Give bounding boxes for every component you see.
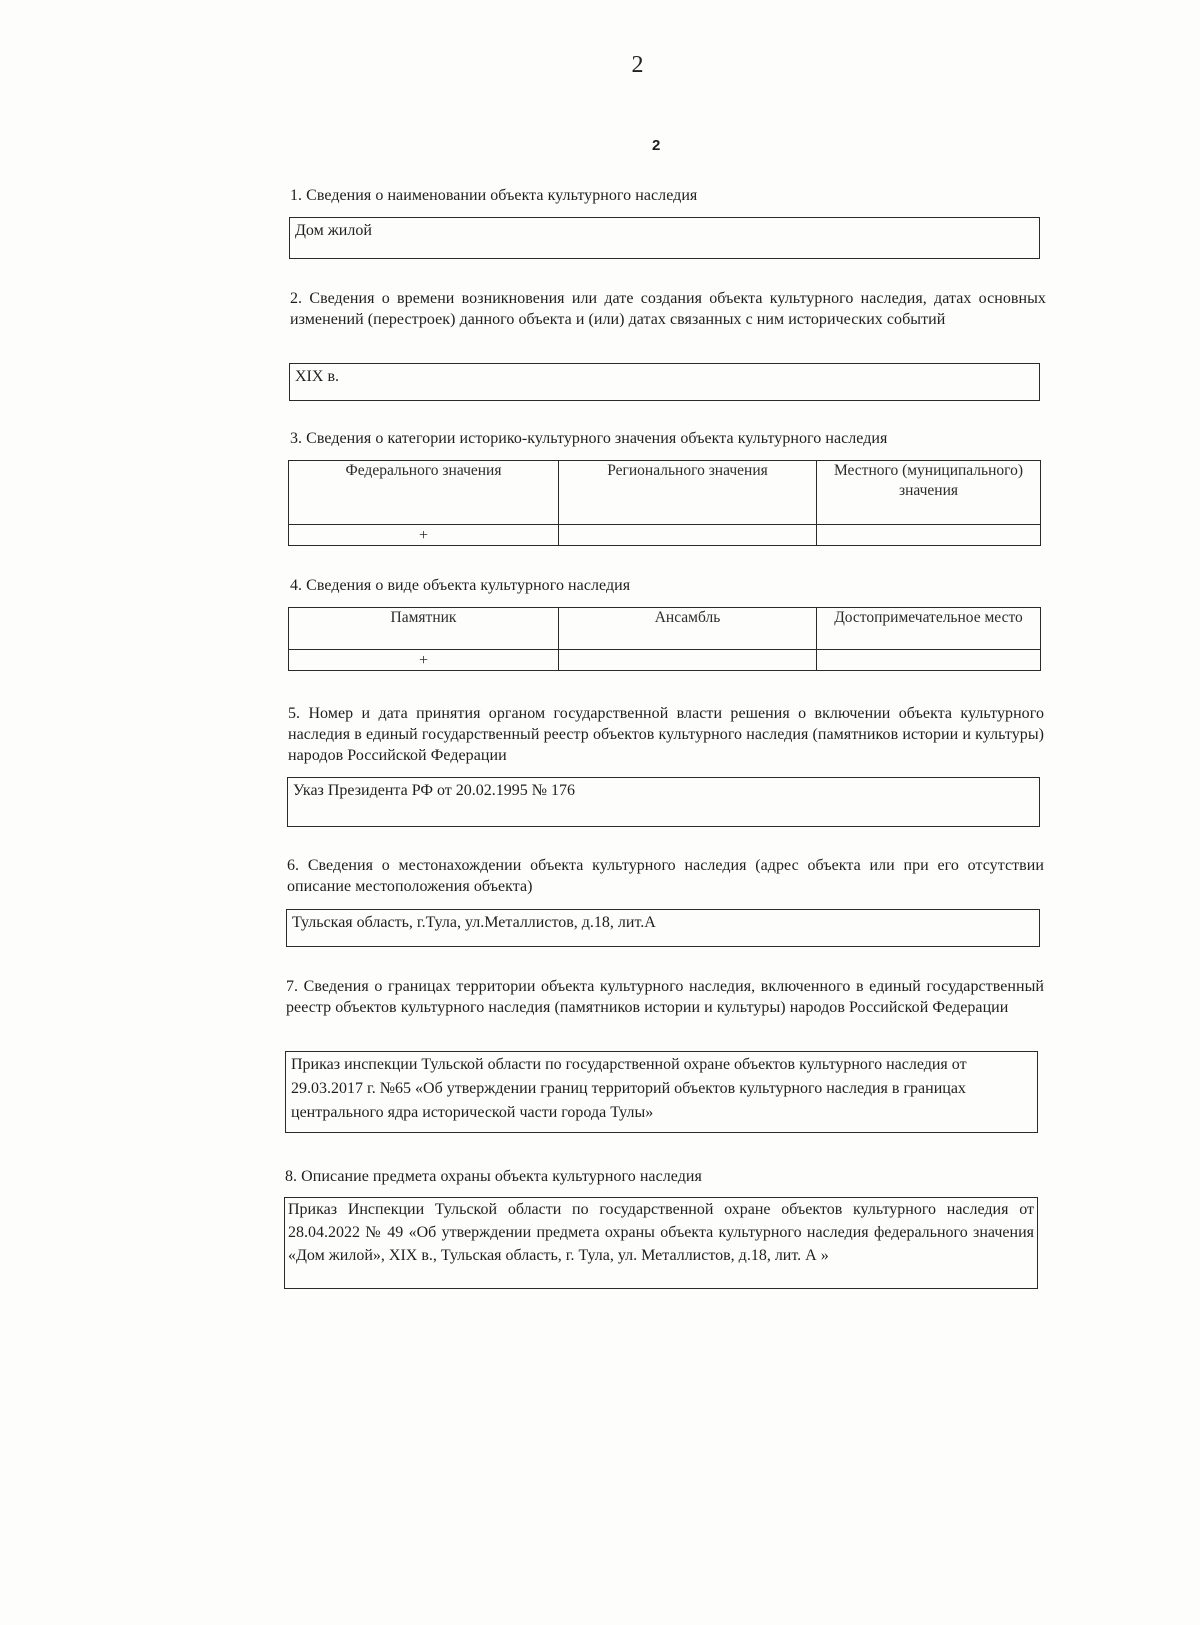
type-ensemble-header: Ансамбль: [559, 608, 817, 650]
section-2-title: 2. Сведения о времени возникновения или дате создания объекта культурного наследия, датах основных изменений (перестроек) данного объекта и (или) датах связанных с ним исторических событий: [290, 290, 1046, 328]
type-landmark-mark: [817, 650, 1041, 671]
sheet-number: 2: [652, 137, 661, 154]
category-local-header: Местного (муниципального) значения: [817, 461, 1041, 525]
section-6-title: 6. Сведения о местонахождении объекта культурного наследия (адрес объекта или при его отсутствии описание местоположения объекта): [287, 857, 1044, 895]
category-regional-mark: [559, 525, 817, 546]
category-local-mark: [817, 525, 1041, 546]
section-3-title: 3. Сведения о категории историко-культурного значения объекта культурного наследия: [290, 430, 888, 447]
section-8-value: Приказ Инспекции Тульской области по государственной охране объектов культурного наследия от 28.04.2022 № 49 «Об утверждении предмета охраны объекта культурного наследия федерального значения «Дом жилой», XIX в., Тульская область, г. Тула, ул. Металлистов, д.18, лит. А »: [284, 1197, 1038, 1289]
section-5-title: 5. Номер и дата принятия органом государственной власти решения о включении объекта культурного наследия в единый государственный реестр объектов культурного наследия (памятников истории и культуры) народов Российской Федерации: [288, 705, 1044, 764]
section-2-value: XIX в.: [289, 363, 1040, 401]
category-federal-header: Федерального значения: [289, 461, 559, 525]
section-4-title: 4. Сведения о виде объекта культурного наследия: [290, 577, 631, 594]
category-federal-mark: +: [289, 525, 559, 546]
section-7-title: 7. Сведения о границах территории объекта культурного наследия, включенного в единый государственный реестр объектов культурного наследия (памятников истории и культуры) народов Российской Федерации: [286, 978, 1044, 1016]
type-ensemble-mark: [559, 650, 817, 671]
object-type-table: [288, 607, 1041, 671]
section-1-value: Дом жилой: [289, 217, 1040, 259]
category-table: [288, 460, 1041, 546]
section-8-title: 8. Описание предмета охраны объекта культурного наследия: [285, 1168, 702, 1185]
section-5-value: Указ Президента РФ от 20.02.1995 № 176: [287, 777, 1040, 827]
type-monument-header: Памятник: [289, 608, 559, 650]
page-number: 2: [631, 52, 644, 78]
type-landmark-header: Достопримечательное место: [817, 608, 1041, 650]
section-7-value: Приказ инспекции Тульской области по государственной охране объектов культурного наследия от 29.03.2017 г. №65 «Об утверждении границ территорий объектов культурного наследия в границах центрального ядра исторической части города Тулы»: [285, 1051, 1038, 1133]
section-1-title: 1. Сведения о наименовании объекта культурного наследия: [290, 187, 698, 204]
section-6-value: Тульская область, г.Тула, ул.Металлистов, д.18, лит.А: [286, 909, 1040, 947]
type-monument-mark: +: [289, 650, 559, 671]
category-regional-header: Регионального значения: [559, 461, 817, 525]
